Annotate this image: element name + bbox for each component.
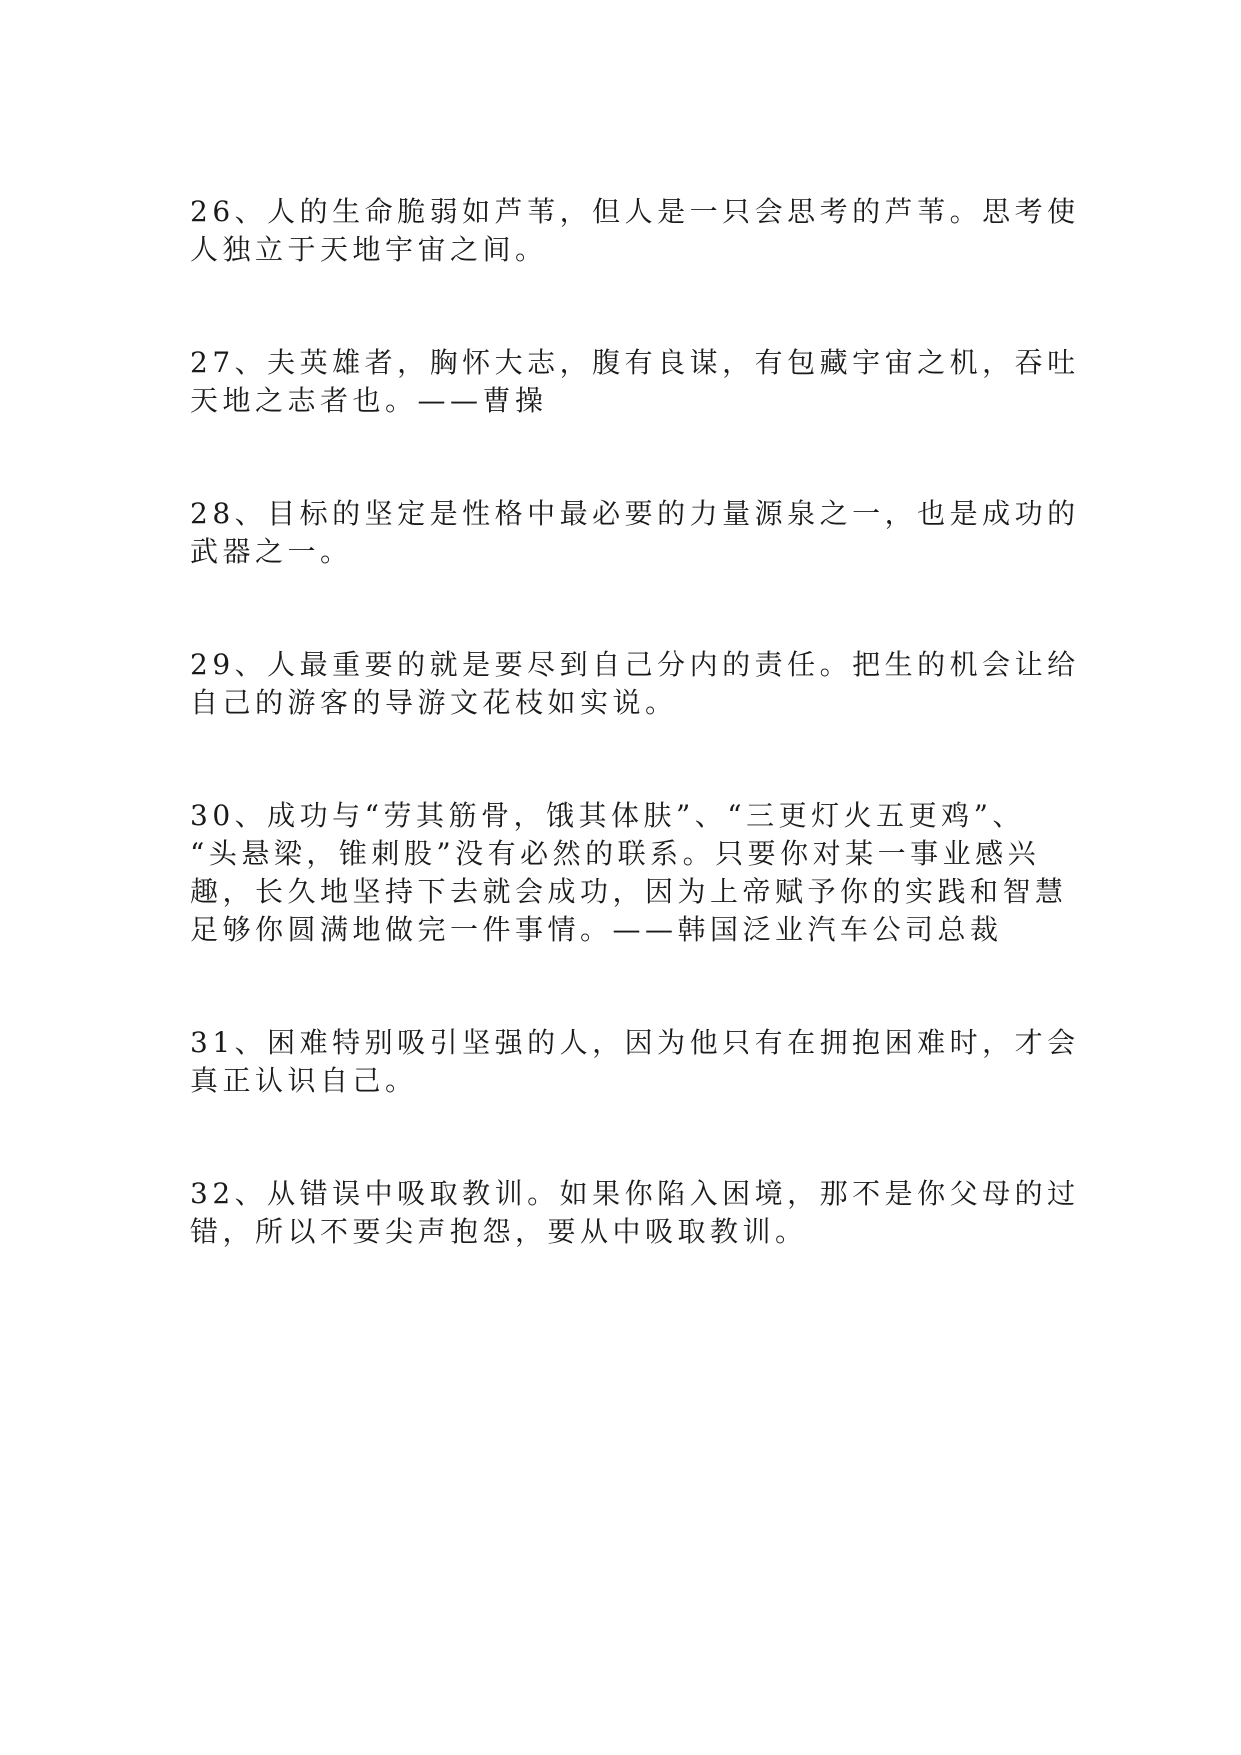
quote-line: 28、目标的坚定是性格中最必要的力量源泉之一，也是成功的 [190, 497, 1080, 530]
quote-paragraph-30 [190, 797, 1068, 949]
quote-line: 足够你圆满地做完一件事情。——韩国泛业汽车公司总裁 [190, 913, 1003, 946]
quote-line: 自己的游客的导游文花枝如实说。 [190, 686, 678, 719]
quote-line: 30、成功与“劳其筋骨，饿其体肤”、“三更灯火五更鸡”、 [190, 799, 1025, 832]
quote-paragraph-29 [190, 646, 1080, 722]
quote-line: 天地之志者也。——曹操 [190, 384, 548, 417]
quote-line: 错，所以不要尖声抱怨，要从中吸取教训。 [190, 1215, 808, 1248]
quote-paragraph-28 [190, 495, 1080, 571]
quote-line: 32、从错误中吸取教训。如果你陷入困境，那不是你父母的过 [190, 1177, 1080, 1210]
quote-paragraph-31 [190, 1024, 1080, 1100]
quote-line: 31、困难特别吸引坚强的人，因为他只有在拥抱困难时，才会 [190, 1026, 1080, 1059]
quote-paragraph-32 [190, 1175, 1080, 1251]
quote-line: 趣，长久地坚持下去就会成功，因为上帝赋予你的实践和智慧 [190, 875, 1068, 908]
quote-paragraph-27 [190, 344, 1080, 420]
quote-line: 29、人最重要的就是要尽到自己分内的责任。把生的机会让给 [190, 648, 1080, 681]
quote-line: 真正认识自己。 [190, 1064, 418, 1097]
quote-paragraph-26 [190, 193, 1080, 269]
quote-line: “头悬梁，锥刺股”没有必然的联系。只要你对某一事业感兴 [190, 837, 1041, 870]
quote-line: 人独立于天地宇宙之间。 [190, 233, 548, 266]
quote-line: 26、人的生命脆弱如芦苇，但人是一只会思考的芦苇。思考使 [190, 195, 1080, 228]
quote-line: 27、夫英雄者，胸怀大志，腹有良谋，有包藏宇宙之机，吞吐 [190, 346, 1080, 379]
quote-line: 武器之一。 [190, 535, 353, 568]
